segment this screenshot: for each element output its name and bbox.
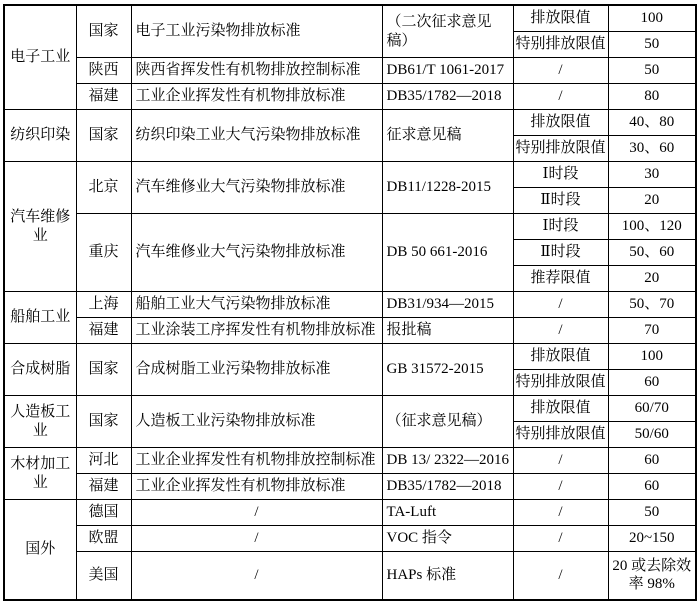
industry-cell: 合成树脂: [4, 344, 76, 396]
limit-value-cell: 60/70: [608, 396, 696, 422]
standard-number-cell: DB35/1782—2018: [382, 474, 513, 500]
limit-value-cell: 50: [608, 32, 696, 58]
standard-name-cell: 工业企业挥发性有机物排放标准: [131, 84, 382, 110]
limit-type-cell: 特别排放限值: [513, 370, 608, 396]
industry-cell: 电子工业: [4, 5, 76, 110]
limit-value-cell: 100、120: [608, 214, 696, 240]
limit-type-cell: Ⅱ时段: [513, 240, 608, 266]
limit-type-cell: /: [513, 292, 608, 318]
table-row: [4, 110, 696, 136]
region-cell: 福建: [76, 318, 131, 344]
table-row: [4, 292, 696, 318]
limit-value-cell: 40、80: [608, 110, 696, 136]
limit-value-cell: 50、60: [608, 240, 696, 266]
standard-number-cell: GB 31572-2015: [382, 344, 513, 396]
region-cell: 北京: [76, 162, 131, 214]
standard-name-cell: 陕西省挥发性有机物排放控制标准: [131, 58, 382, 84]
standard-name-cell: /: [131, 552, 382, 600]
region-cell: 欧盟: [76, 526, 131, 552]
standard-number-cell: 报批稿: [382, 318, 513, 344]
standard-name-cell: 船舶工业大气污染物排放标准: [131, 292, 382, 318]
limit-type-cell: Ⅱ时段: [513, 188, 608, 214]
limit-value-cell: 60: [608, 448, 696, 474]
limit-value-cell: 20~150: [608, 526, 696, 552]
table-row: [4, 396, 696, 422]
table-row: [4, 474, 696, 500]
standard-name-cell: 工业涂装工序挥发性有机物排放标准: [131, 318, 382, 344]
region-cell: 上海: [76, 292, 131, 318]
limit-value-cell: 20: [608, 188, 696, 214]
standard-name-cell: /: [131, 526, 382, 552]
limit-type-cell: Ⅰ时段: [513, 214, 608, 240]
region-cell: 国家: [76, 396, 131, 448]
standard-name-cell: 汽车维修业大气污染物排放标准: [131, 162, 382, 214]
industry-cell: 汽车维修业: [4, 162, 76, 292]
limit-type-cell: /: [513, 500, 608, 526]
table-row: [4, 318, 696, 344]
standard-name-cell: 合成树脂工业污染物排放标准: [131, 344, 382, 396]
limit-value-cell: 30、60: [608, 136, 696, 162]
limit-value-cell: 100: [608, 344, 696, 370]
limit-value-cell: 60: [608, 474, 696, 500]
standard-number-cell: TA-Luft: [382, 500, 513, 526]
limit-value-cell: 30: [608, 162, 696, 188]
industry-cell: 纺织印染: [4, 110, 76, 162]
standard-name-cell: 人造板工业污染物排放标准: [131, 396, 382, 448]
limit-type-cell: /: [513, 474, 608, 500]
standard-number-cell: DB 13/ 2322—2016: [382, 448, 513, 474]
region-cell: 国家: [76, 344, 131, 396]
limit-value-cell: 70: [608, 318, 696, 344]
table-row: [4, 344, 696, 370]
limit-type-cell: /: [513, 318, 608, 344]
table-row: [4, 552, 696, 600]
standard-number-cell: DB35/1782—2018: [382, 84, 513, 110]
table-row: [4, 84, 696, 110]
limit-value-cell: 80: [608, 84, 696, 110]
standard-name-cell: 纺织印染工业大气污染物排放标准: [131, 110, 382, 162]
table-row: [4, 500, 696, 526]
limit-value-cell: 50、70: [608, 292, 696, 318]
standard-number-cell: DB 50 661-2016: [382, 214, 513, 292]
limit-type-cell: 特别排放限值: [513, 136, 608, 162]
table-row: [4, 526, 696, 552]
limit-type-cell: 排放限值: [513, 5, 608, 32]
region-cell: 福建: [76, 84, 131, 110]
limit-type-cell: 推荐限值: [513, 266, 608, 292]
limit-type-cell: /: [513, 526, 608, 552]
table-row: [4, 214, 696, 240]
limit-value-cell: 50: [608, 500, 696, 526]
standard-name-cell: 工业企业挥发性有机物排放标准: [131, 474, 382, 500]
standard-number-cell: （二次征求意见稿）: [382, 5, 513, 58]
region-cell: 国家: [76, 110, 131, 162]
standard-name-cell: 工业企业挥发性有机物排放控制标准: [131, 448, 382, 474]
table-row: [4, 5, 696, 32]
standard-number-cell: DB61/T 1061-2017: [382, 58, 513, 84]
region-cell: 美国: [76, 552, 131, 600]
standard-number-cell: DB31/934—2015: [382, 292, 513, 318]
table-row: [4, 58, 696, 84]
region-cell: 重庆: [76, 214, 131, 292]
limit-type-cell: Ⅰ时段: [513, 162, 608, 188]
limit-value-cell: 50/60: [608, 422, 696, 448]
industry-cell: 国外: [4, 500, 76, 600]
limit-type-cell: /: [513, 552, 608, 600]
standard-number-cell: VOC 指令: [382, 526, 513, 552]
table-row: [4, 162, 696, 188]
standard-number-cell: （征求意见稿）: [382, 396, 513, 448]
emission-standards-table: [3, 4, 697, 601]
region-cell: 河北: [76, 448, 131, 474]
limit-type-cell: 特别排放限值: [513, 422, 608, 448]
limit-type-cell: 排放限值: [513, 344, 608, 370]
limit-type-cell: 排放限值: [513, 396, 608, 422]
region-cell: 陕西: [76, 58, 131, 84]
limit-value-cell: 20: [608, 266, 696, 292]
standard-name-cell: 汽车维修业大气污染物排放标准: [131, 214, 382, 292]
region-cell: 国家: [76, 5, 131, 58]
region-cell: 福建: [76, 474, 131, 500]
standard-name-cell: /: [131, 500, 382, 526]
limit-type-cell: /: [513, 448, 608, 474]
limit-value-cell: 20 或去除效率 98%: [608, 552, 696, 600]
standard-number-cell: 征求意见稿: [382, 110, 513, 162]
industry-cell: 人造板工业: [4, 396, 76, 448]
limit-value-cell: 100: [608, 5, 696, 32]
limit-type-cell: 特别排放限值: [513, 32, 608, 58]
limit-type-cell: 排放限值: [513, 110, 608, 136]
limit-type-cell: /: [513, 58, 608, 84]
table-row: [4, 448, 696, 474]
standards-table-body: [4, 5, 696, 600]
standard-number-cell: DB11/1228-2015: [382, 162, 513, 214]
limit-value-cell: 60: [608, 370, 696, 396]
standard-number-cell: HAPs 标准: [382, 552, 513, 600]
region-cell: 德国: [76, 500, 131, 526]
standard-name-cell: 电子工业污染物排放标准: [131, 5, 382, 58]
limit-value-cell: 50: [608, 58, 696, 84]
industry-cell: 船舶工业: [4, 292, 76, 344]
industry-cell: 木材加工业: [4, 448, 76, 500]
limit-type-cell: /: [513, 84, 608, 110]
